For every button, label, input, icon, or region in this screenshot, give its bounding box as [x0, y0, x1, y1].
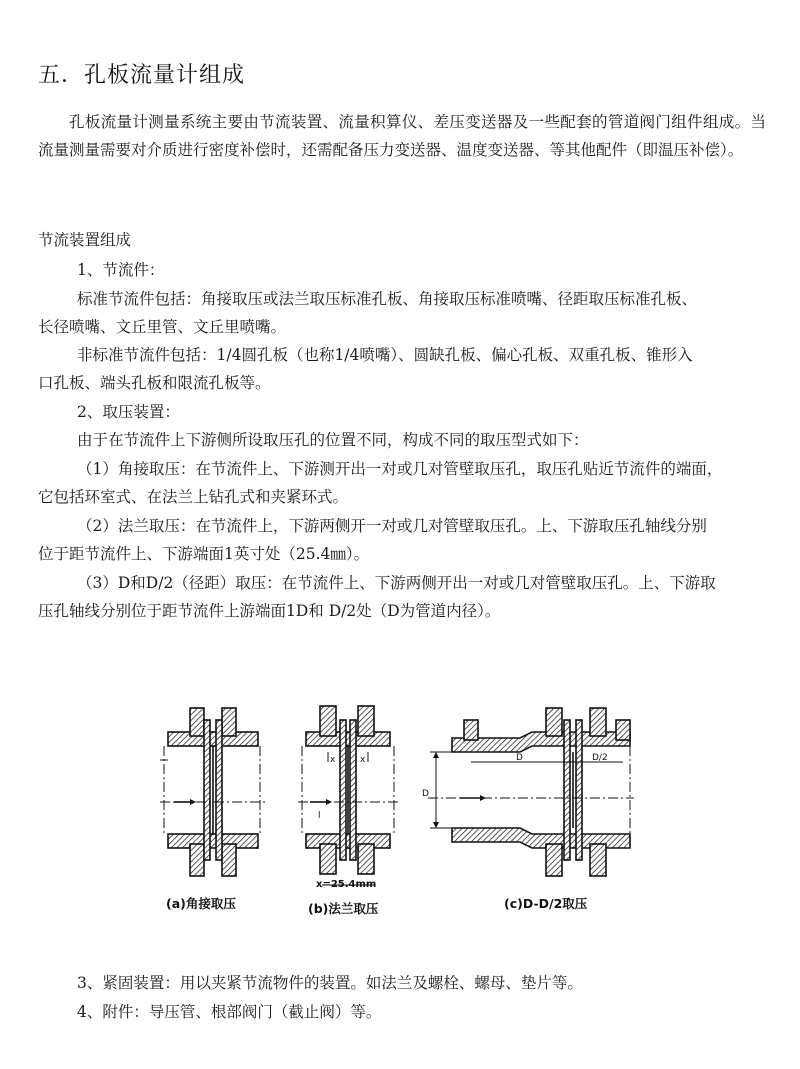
corner-tap-line2: 它包括环室式、在法兰上钻孔式和夹紧环式。 — [38, 488, 349, 506]
caption-corner-tap: (a)角接取压 — [166, 896, 236, 911]
flange-tap-diagram — [298, 706, 398, 885]
item2-description: 由于在节流件上下游侧所设取压孔的位置不同，构成不同的取压型式如下： — [77, 431, 589, 449]
caption-flange-tap: (b)法兰取压 — [308, 901, 379, 916]
nonstandard-elements-line1: 非标准节流件包括：1/4圆孔板（也称1/4喷嘴）、圆缺孔板、偏心孔板、双重孔板、锥形入 — [77, 346, 693, 364]
pressure-tap-figure — [160, 700, 640, 920]
standard-elements-line1: 标准节流件包括：角接取压或法兰取压标准孔板、角接取压标准喷嘴、径距取压标准孔板、 — [77, 290, 698, 308]
dim-label-x2: x — [360, 755, 366, 765]
item2-title: 2、取压装置： — [77, 403, 180, 421]
dim-label-D2: D/2 — [592, 753, 608, 763]
dim-label-l: l — [318, 811, 321, 821]
pressure-tap-diagrams — [160, 700, 640, 920]
radius-tap-line2: 压孔轴线分别位于距节流件上游端面1D和 D/2处（D为管道内径）。 — [38, 602, 501, 620]
radius-tap-line1: （3）D和D/2（径距）取压：在节流件上、下游两侧开出一对或几对管壁取压孔。上、下游取 — [77, 574, 716, 592]
intro-paragraph: 孔板流量计测量系统主要由节流装置、流量积算仪、差压变送器及一些配套的管道阀门组件组成。当流量测量需要对介质进行密度补偿时，还需配备压力变送器、温度变送器、等其他配件（即温压补偿）。 — [38, 113, 766, 159]
caption-radius-tap: (c)D-D/2取压 — [504, 896, 588, 911]
flange-tap-line2: 位于距节流件上、下游端面1英寸处（25.4㎜）。 — [38, 545, 370, 563]
caption-dimension-x: x=25.4mm — [316, 879, 377, 890]
item4-accessories: 4、附件：导压管、根部阀门（截止阀）等。 — [77, 1003, 382, 1021]
item1-title: 1、节流件： — [77, 261, 165, 279]
radius-tap-diagram — [422, 708, 634, 876]
corner-tap-line1: （1）角接取压：在节流件上、下游测开出一对或几对管壁取压孔，取压孔贴近节流件的端面， — [77, 460, 723, 478]
nonstandard-elements-line2: 口孔板、端头孔板和限流孔板等。 — [38, 374, 271, 392]
dim-label-D: D — [422, 789, 429, 799]
dim-label-x1: x — [330, 755, 336, 765]
standard-elements-line2: 长径喷嘴、文丘里管、文丘里喷嘴。 — [38, 318, 287, 336]
section-title: 五．孔板流量计组成 — [38, 63, 246, 88]
item3-fastening: 3、紧固装置：用以夹紧节流物件的装置。如法兰及螺栓、螺母、垫片等。 — [77, 974, 583, 992]
corner-tap-diagram — [160, 708, 268, 876]
subheading: 节流装置组成 — [38, 231, 132, 249]
dim-label-D-top: D — [516, 753, 523, 763]
flange-tap-line1: （2）法兰取压：在节流件上，下游两侧开一对或几对管壁取压孔。上、下游取压孔轴线分别 — [77, 517, 707, 535]
